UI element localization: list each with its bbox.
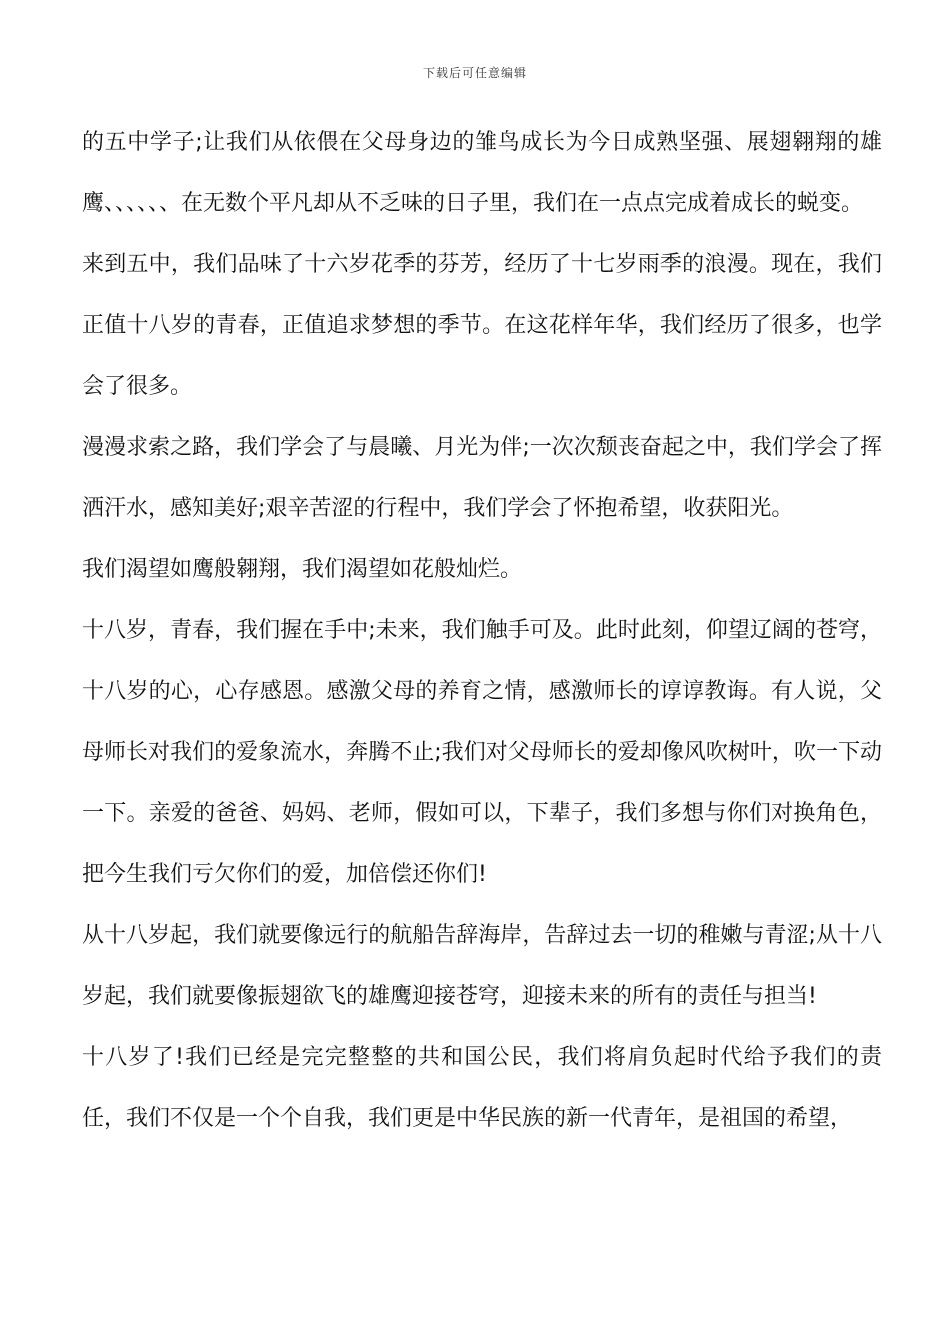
paragraph: 从十八岁起，我们就要像远行的航船告辞海岸，告辞过去一切的稚嫩与青涩;从十八岁起，我们就要像振翅欲飞的雄鹰迎接苍穹，迎接未来的所有的责任与担当! xyxy=(82,923,882,1009)
paragraph: 十八岁，青春，我们握在手中;未来，我们触手可及。此时此刻，仰望辽阔的苍穹，十八岁的心，心存感恩。感激父母的养育之情，感激师长的谆谆教诲。有人说，父母师长对我们的爱象流水，奔腾不止;我们对父母师长的爱却像风吹树叶，吹一下动一下。亲爱的爸爸、妈妈、老师，假如可以，下辈子，我们多想与你们对换角色，把今生我们亏欠你们的爱，加倍偿还你们! xyxy=(82,618,882,887)
paragraph: 漫漫求索之路，我们学会了与晨曦、月光为伴;一次次颓丧奋起之中，我们学会了挥洒汗水，感知美好;艰辛苦涩的行程中，我们学会了怀抱希望，收获阳光。 xyxy=(82,435,882,521)
document-body xyxy=(82,112,882,1149)
page-header: 下载后可任意编辑 xyxy=(422,66,527,80)
paragraph: 我们渴望如鹰般翱翔，我们渴望如花般灿烂。 xyxy=(82,557,523,582)
paragraph: 的五中学子;让我们从依偎在父母身边的雏鸟成长为今日成熟坚强、展翅翱翔的雄鹰、、、、、、在无数个平凡却从不乏味的日子里，我们在一点点完成着成长的蜕变。 xyxy=(82,130,882,216)
paragraph: 来到五中，我们品味了十六岁花季的芬芳，经历了十七岁雨季的浪漫。现在，我们正值十八岁的青春，正值追求梦想的季节。在这花样年华，我们经历了很多，也学会了很多。 xyxy=(82,252,882,399)
paragraph: 十八岁了!我们已经是完完整整的共和国公民，我们将肩负起时代给予我们的责任，我们不仅是一个个自我，我们更是中华民族的新一代青年，是祖国的希望， xyxy=(82,1045,882,1131)
